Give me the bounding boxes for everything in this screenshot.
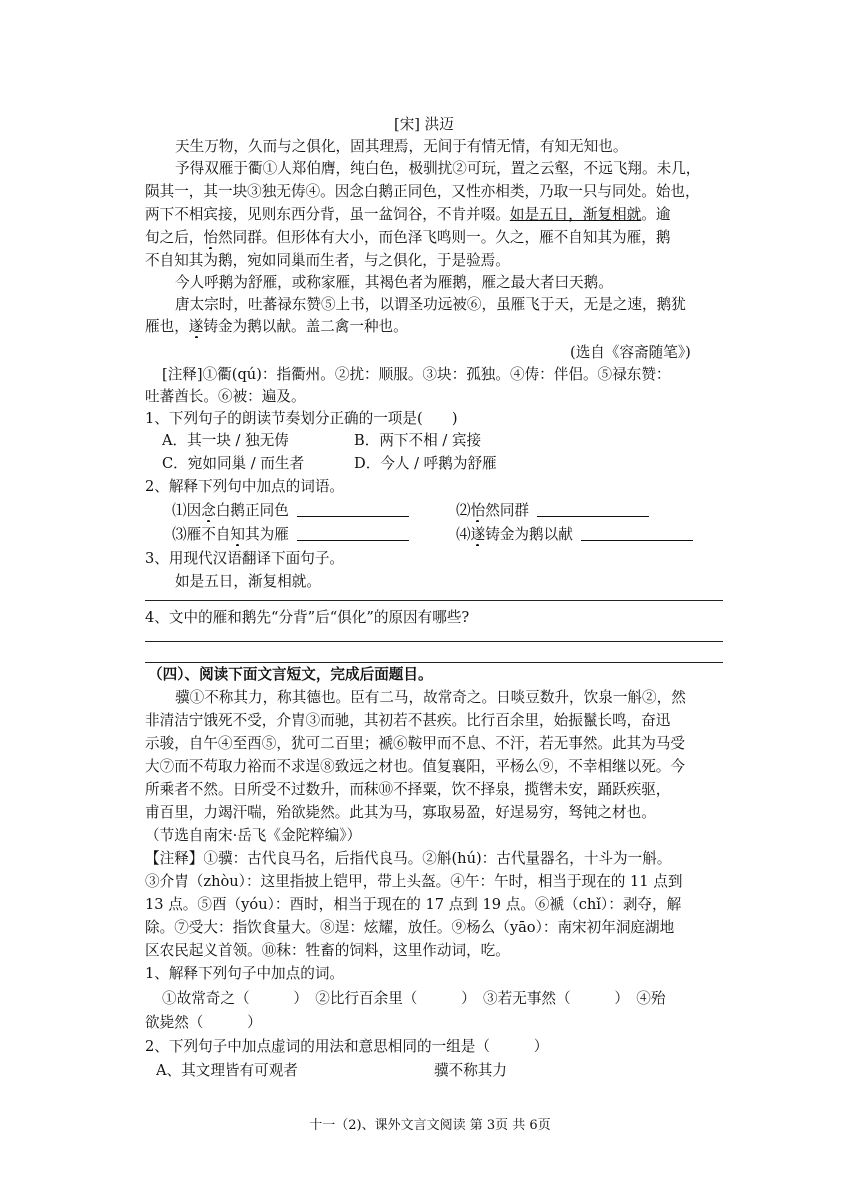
question-2: 2、下列句子中加点虚词的用法和意思相同的一组是（ ） [145, 1038, 549, 1055]
answer-blank[interactable] [537, 502, 649, 517]
option-a[interactable]: A、其文理皆有可观者 [156, 1062, 298, 1079]
answer-line[interactable] [145, 600, 723, 601]
translate-sentence: 如是五日，渐复相就。 [175, 573, 321, 590]
passage-paragraph-1: 天生万物，久而与之俱化，固其理焉，无间于有情无情，有知无知也。 [175, 138, 628, 155]
underlined-sentence: 如是五日，渐复相就 [509, 206, 642, 223]
option-a-pair: 骥不称其力 [434, 1062, 507, 1079]
notes-line: ③介胄（zhòu）：这里指披上铠甲，带上头盔。④午：午时，相当于现在的 11 点到 [145, 873, 683, 890]
passage-line: 两下不相宾接，见则东西分背，虽一盆饲谷，不肯并啜。如是五日，渐复相就。逾 [145, 206, 671, 223]
passage-line: 大⑦而不苟取力裕而不求逞⑧致远之材也。值复襄阳，平杨么⑨，不幸相继以死。今 [145, 758, 685, 775]
section-divider [145, 662, 723, 663]
option-b[interactable]: B．两下不相 / 宾接 [354, 432, 482, 449]
question-1: 1、下列句子的朗读节奏划分正确的一项是( ) [145, 410, 458, 427]
passage-line: 陨其一，其一块③独无俦④。因念白鹅正同色，又性亦相类，乃取一只与同处。始也， [145, 183, 700, 200]
passage-line: 示骏，自午④至酉⑤，犹可二百里；褫⑥鞍甲而不息、不汗，若无事然。此其为马受 [145, 735, 685, 752]
q2-item-2: ⑵怡然同群 [456, 500, 676, 522]
q2-item-3: ⑶雁不自知其为雁 [172, 524, 442, 546]
dotted-char: 怡 [203, 229, 218, 246]
answer-line[interactable] [145, 641, 723, 642]
passage-line: 唐太宗时，吐蕃禄东赞⑤上书，以谓圣功远被⑥，虽雁飞于天，无是之速，鹅犹 [175, 296, 686, 313]
source-citation: （节选自南宋·岳飞《金陀粹编》） [145, 827, 362, 844]
page-footer: 十一（2)、课外文言文阅读 第 3页 共 6页 [309, 1118, 551, 1133]
option-a[interactable]: A．其一块 / 独无俦 [162, 432, 289, 449]
option-d[interactable]: D．今人 / 呼鹅为舒雁 [354, 455, 497, 472]
passage-line: 所乘者不然。日所受不过数升，而秣⑩不择粟，饮不择泉，揽辔未安，踊跃疾驱， [145, 781, 671, 798]
notes-line: 吐蕃酋长。⑥被：遍及。 [145, 388, 306, 405]
passage-line: 非清洁宁饿死不受，介胄③而驰，其初若不甚疾。比行百余里，始振鬣长鸣，奋迅 [145, 712, 671, 729]
dotted-char: 知 [230, 526, 245, 543]
notes-line: [注释]①衢(qú)：指衢州。②扰：顺服。③块：孤独。④俦：伴侣。⑤禄东赞： [162, 366, 671, 383]
passage-line: 骥①不称其力，称其德也。臣有二马，故常奇之。日啖豆数升，饮泉一斛②，然 [175, 689, 686, 706]
question-3: 3、用现代汉语翻译下面句子。 [145, 550, 345, 567]
passage-line: 不自知其为鹅，宛如同巢而生者，与之俱化，于是验焉。 [145, 252, 510, 269]
answer-blank[interactable] [297, 502, 409, 517]
passage-line: 予得双雁于衢①人郑伯膺，纯白色，极驯扰②可玩，置之云壑，不远飞翔。未几， [175, 160, 701, 177]
passage-line: 雁也，遂铸金为鹅以献。盖二禽一种也。 [145, 318, 408, 335]
q2-item-4: ⑷遂铸金为鹅以献 [456, 524, 724, 546]
notes-line: 13 点。⑤酉（yóu）：酉时，相当于现在的 17 点到 19 点。⑥褫（chǐ）：剥夺，解 [145, 896, 682, 913]
passage-paragraph-3: 今人呼鹅为舒雁，或称家雁，其褐色者为雁鹅，雁之最大者曰天鹅。 [175, 274, 613, 291]
passage-line: 旬之后，怡然同群。但形体有大小，而色泽飞鸣则一。久之，雁不自知其为雁，鹅 [145, 229, 671, 246]
passage-line: 甫百里，力竭汗喘，殆欲毙然。此其为马，寡取易盈，好逞易穷，驽钝之材也。 [145, 804, 656, 821]
notes-line: 除。⑦受大：指饮食量大。⑧逞：炫耀，放任。⑨杨么（yāo）：南宋初年洞庭湖地 [145, 919, 675, 936]
dotted-char: 怡 [470, 502, 486, 519]
author-line: [宋] 洪迈 [394, 116, 454, 133]
section-heading: （四）、阅读下面文言短文，完成后面题目。 [148, 666, 433, 683]
option-c[interactable]: C．宛如同巢 / 而生者 [162, 455, 305, 472]
question-4: 4、文中的雁和鹅先“分背”后“俱化”的原因有哪些? [145, 609, 470, 626]
source-citation: (选自《容斋随笔》) [570, 344, 691, 361]
answer-blank[interactable] [581, 526, 693, 541]
question-2: 2、解释下列句中加点的词语。 [145, 478, 345, 495]
dotted-char: 念 [201, 502, 216, 519]
notes-line: 区农民起义首领。⑩秣：牲畜的饲料，这里作动词，吃。 [145, 942, 510, 959]
q1-items[interactable]: 欲毙然（ ） [145, 1014, 262, 1031]
dotted-char: 遂 [188, 318, 204, 335]
question-1: 1、解释下列句子中加点的词。 [145, 965, 345, 982]
q1-items[interactable]: ①故常奇之（ ） ②比行百余里（ ） ③若无事然（ ） ④殆 [162, 990, 666, 1007]
q2-item-1: ⑴因念白鹅正同色 [172, 500, 442, 522]
answer-blank[interactable] [297, 526, 409, 541]
notes-line: 【注释】①骥：古代良马名，后指代良马。②斛(hú)：古代量器名，十斗为一斛。 [145, 850, 672, 867]
dotted-char: 遂 [470, 526, 486, 543]
